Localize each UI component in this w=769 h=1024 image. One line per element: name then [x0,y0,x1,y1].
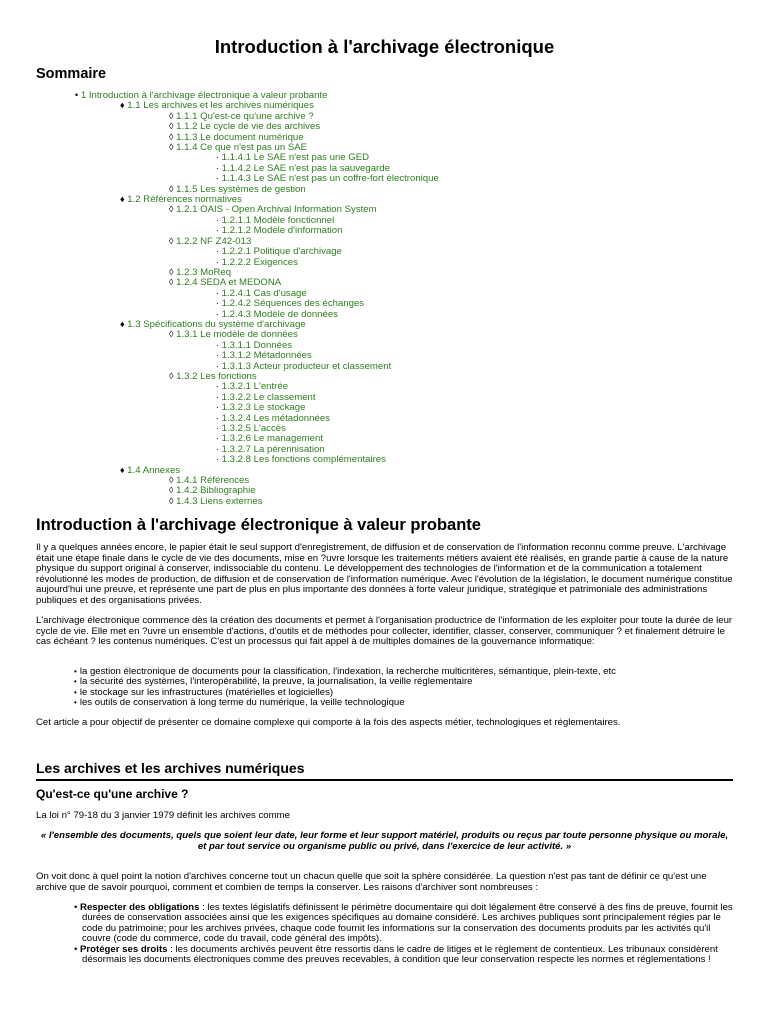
toc-link[interactable]: 1.2.2.2 Exigences [221,256,298,268]
toc-link[interactable]: 1.2.4 SEDA et MEDONA [176,277,282,289]
list-item: • Respecter des obligations : les textes législatifs définissent le périmètre documentaire qui doit légalement être conservé à des fins de preuve, fournit les durées de conservation associées ainsi que les exigences spécifiques au domaine considéré. Les archives publiques sont principalement régies par le code du patrimoine; pour les archives privées, chaque code fournit les informations sur la conservation des documents produits par les activités qu'il couvre (code du commerce, code du travail, code général des impôts). [74,902,733,945]
law-quote: « l'ensemble des documents, quels que soient leur date, leur forme et leur support matériel, produits ou reçus par toute personne physique ou morale, et par tout service ou organisme public ou privé, dans l'exercice de leur activité. » [40,830,729,852]
toc-item [0,433,769,443]
toc-bullet: ♦ [120,464,125,475]
toc-link[interactable]: 1.3.1.1 Données [221,339,293,351]
list-item: • les outils de conservation à long terme du numérique, la veille technologique [74,697,405,709]
toc-item [0,309,769,319]
toc-bullet: · [216,412,219,423]
toc-item [0,392,769,402]
toc-item [0,132,769,142]
toc-link[interactable]: 1.2.2 NF Z42-013 [176,235,252,247]
toc-item [0,288,769,298]
toc-bullet: ◊ [169,266,174,277]
toc-item [0,485,769,495]
list-item: • la gestion électronique de documents pour la classification, l'indexation, la recherche multicritères, sémantique, plein-texte, etc [74,666,616,677]
heading-rule [36,779,733,781]
toc-item [0,246,769,256]
toc-bullet: · [216,162,219,173]
toc-bullet: · [216,454,219,465]
toc-bullet: · [216,225,219,236]
toc-link[interactable]: 1.3.2.1 L'entrée [221,381,289,393]
toc-item [0,267,769,277]
toc-bullet: ◊ [169,370,174,381]
toc-bullet: ◊ [169,183,174,194]
toc-item [0,204,769,214]
toc-item [0,454,769,464]
toc-link[interactable]: 1.1.1 Qu'est-ce qu'une archive ? [176,110,314,122]
toc-bullet: ◊ [169,495,174,506]
toc-bullet: · [216,423,219,433]
toc-bullet: ♦ [120,100,125,111]
toc-bullet: ◊ [169,142,174,153]
toc-bullet: ♦ [120,194,125,205]
toc-link[interactable]: 1.3.2.8 Les fonctions complémentaires [221,454,386,466]
toc-item [0,152,769,162]
page-title: Introduction à l'archivage électronique [214,36,555,57]
toc-bullet: · [216,381,219,392]
list-item-text: la gestion électronique de documents pour la classification, l'indexation, la recherche multicritères, sémantique, plein-texte, etc [79,666,616,677]
toc-link[interactable]: 1.1.2 Le cycle de vie des archives [176,121,321,133]
intro-bullet-list [74,667,734,709]
toc-bullet: · [216,391,219,402]
toc-item [0,163,769,173]
toc-bullet: ◊ [169,110,174,121]
toc-bullet: · [216,360,219,371]
toc-bullet: · [216,443,219,454]
toc-item [0,225,769,235]
toc-link[interactable]: 1.1 Les archives et les archives numériques [127,100,314,112]
toc-link[interactable]: 1.1.4.3 Le SAE n'est pas un coffre-fort électronique [221,173,439,185]
toc-item [0,444,769,454]
list-item-text: les outils de conservation à long terme du numérique, la veille technologique [79,697,405,709]
intro-paragraph-2: L'archivage électronique commence dès la création des documents et permet à l'organisation productrice de l'information de les exploiter pour toute la durée de leur cycle de vie. Elle met en ?uvre un ensemble d'actions, d'outils et de méthodes pour collecter, identifier, classer, conserver, communiquer ? et finalement détruire le cas échéant ? les contenus numériques. C'est un processus qui fait appel à de multiples domaines de la gouvernance informatique: [36,615,733,647]
list-item-text: la sécurité des systèmes, l'interopérabilité, la preuve, la journalisation, la veille réglementaire [79,676,473,688]
toc-item [0,402,769,412]
toc-item [0,173,769,183]
toc-bullet: · [216,256,219,267]
toc-link[interactable]: 1.2.2.1 Politique d'archivage [221,246,342,258]
toc-link[interactable]: 1.2 Références normatives [127,194,242,206]
toc-bullet: · [216,214,219,225]
toc-bullet: · [216,173,219,184]
list-item-text: le stockage sur les infrastructures (matérielles et logicielles) [79,686,334,698]
reason-text: : les documents archivés peuvent être ressortis dans le cadre de litiges et le règlement de contentieux. Les tribunaux considèrent désormais les documents électroniques comme des preuves recevables, à condition que leur conservation respecte les normes et réglementations ! [82,943,718,966]
toc-bullet: ◊ [169,204,174,215]
toc-bullet: • [75,90,79,100]
toc-bullet: ◊ [169,121,174,132]
toc-link[interactable]: 1.2.1 OAIS - Open Archival Information System [176,204,377,216]
toc-bullet: · [216,308,219,319]
toc-link[interactable]: 1.2.1.1 Modèle fonctionnel [221,214,335,226]
toc-item [0,184,769,194]
reason-text: : les textes législatifs définissent le périmètre documentaire qui doit légalement être conservé à des fins de preuve, fournit les durées de conservation associées ainsi que les exigences spécifiques au domaine considéré. Les archives publiques sont principalement régies par le code du patrimoine; pour les archives privées, chaque code fournit les informations sur la conservation des documents produits par les activités qu'il couvre (code du commerce, code du travail, code général des impôts). [82,902,733,945]
law-line: La loi n° 79-18 du 3 janvier 1979 définit les archives comme [36,810,290,821]
toc-link[interactable]: 1.3.2.5 L'accès [221,423,286,434]
toc-item [0,100,769,110]
toc-item [0,319,769,329]
toc-link[interactable]: 1.3.1.3 Acteur producteur et classement [221,360,392,372]
toc-item [0,329,769,339]
toc-link[interactable]: 1.1.4 Ce que n'est pas un SAE [176,142,308,154]
toc-bullet: ◊ [169,131,174,142]
toc-link[interactable]: 1.4.3 Liens externes [176,495,263,507]
toc-item [0,121,769,131]
intro-paragraph-3: Cet article a pour objectif de présenter ce domaine complexe qui comporte à la fois des aspects métier, technologiques et réglementaires. [36,717,621,728]
toc-item [0,257,769,267]
toc-link[interactable]: 1.2.3 MoReq [176,266,232,278]
toc-link[interactable]: 1.4 Annexes [127,464,181,476]
toc-item [0,371,769,381]
reason-title: Protéger ses droits [80,943,168,955]
toc-bullet: · [216,152,219,163]
toc-item [0,215,769,225]
intro-paragraph-1: Il y a quelques années encore, le papier était le seul support d'enregistrement, de diffusion et de conservation de l'information reconnu comme preuve. L'archivage était une étape finale dans le cycle de vie des documents, mise en ?uvre lorsque les traitements métiers avaient été réalisés, en grande partie à cause de la nature physique du support original à conserver, indissociable du contenu. Le développement des technologies de l'information et de la communication a totalement révolutionné les modes de production, de diffusion et de conservation de l'information numérique. Avec l'évolution de la législation, le document numérique constitue aujourd'hui une preuve, et représente une part de plus en plus importante des données à forte valeur juridique, stratégique et patrimoniale des administrations publiques et des organisations privées. [36,542,733,606]
toc-item [0,298,769,308]
toc-link[interactable]: 1.2.4.3 Modèle de données [221,308,338,320]
toc-item [0,465,769,475]
toc-item [0,236,769,246]
toc-item [0,475,769,485]
toc-link[interactable]: 1.3.2 Les fonctions [176,370,257,382]
toc-bullet: · [216,350,219,361]
toc-bullet: ♦ [120,318,125,329]
toc-bullet: · [216,298,219,309]
toc-item [0,496,769,506]
toc-link[interactable]: 1.3 Spécifications du système d'archivage [127,318,306,330]
toc-bullet: · [216,287,219,298]
list-item: • Protéger ses droits : les documents archivés peuvent être ressortis dans le cadre de litiges et le règlement de contentieux. Les tribunaux considèrent désormais les documents électroniques comme des preuves recevables, à condition que leur conservation respecte les normes et réglementations ! [74,943,718,966]
section-heading: Introduction à l'archivage électronique à valeur probante [36,516,481,534]
toc-link[interactable]: 1.1.4.1 Le SAE n'est pas une GED [221,152,370,164]
reason-title: Respecter des obligations [80,902,200,913]
toc-item [0,381,769,391]
toc-item [0,111,769,121]
toc-item [0,90,769,100]
toc-link[interactable]: 1.2.1.2 Modèle d'information [221,225,343,237]
toc-item [0,277,769,287]
toc-link[interactable]: 1.3.2.2 Le classement [221,391,316,403]
archives-paragraph: On voit donc à quel point la notion d'archives concerne tout un chacun quelle que soit la sphère considérée. La question n'est pas tant de définir ce qu'est une archive que de savoir pourquoi, comment et combien de temps la conserver. Les raisons d'archiver sont nombreuses : [36,871,707,893]
toc-link[interactable]: 1.3.2.3 Le stockage [221,402,306,414]
toc-link[interactable]: 1.3.1.2 Métadonnées [221,350,312,362]
reasons-list [74,903,734,965]
toc-link[interactable]: 1.1.3 Le document numérique [176,131,304,143]
table-of-contents [0,90,769,506]
toc-item [0,413,769,423]
toc-link[interactable]: 1.3.1 Le modèle de données [176,329,298,341]
toc-item [0,423,769,433]
toc-bullet: · [216,339,219,350]
toc-item [0,340,769,350]
toc-link[interactable]: 1.2.4.1 Cas d'usage [221,287,307,299]
toc-link[interactable]: 1 Introduction à l'archivage électronique à valeur probante [80,90,328,101]
toc-bullet: ◊ [169,329,174,340]
toc-bullet: ◊ [169,277,174,288]
toc-link[interactable]: 1.3.2.6 Le management [221,433,324,445]
subsection-heading: Les archives et les archives numériques [36,760,305,776]
toc-link[interactable]: 1.1.5 Les systèmes de gestion [176,183,306,195]
toc-link[interactable]: 1.3.2.4 Les métadonnées [221,412,330,424]
list-item: • le stockage sur les infrastructures (matérielles et logicielles) [74,686,334,698]
toc-link[interactable]: 1.3.2.7 La pérennisation [221,443,325,455]
toc-link[interactable]: 1.1.4.2 Le SAE n'est pas la sauvegarde [221,162,390,174]
toc-bullet: ◊ [169,485,174,496]
toc-link[interactable]: 1.4.1 Références [176,475,250,487]
toc-bullet: · [216,433,219,444]
toc-bullet: ◊ [169,235,174,246]
list-item: • la sécurité des systèmes, l'interopérabilité, la preuve, la journalisation, la veille réglementaire [74,676,473,688]
subsubsection-heading: Qu'est-ce qu'une archive ? [36,787,189,801]
sommaire-heading: Sommaire [36,66,107,82]
toc-bullet: ◊ [169,475,174,486]
toc-item [0,142,769,152]
toc-link[interactable]: 1.2.4.2 Séquences des échanges [221,298,365,310]
toc-item [0,350,769,360]
toc-bullet: · [216,402,219,413]
toc-bullet: · [216,246,219,257]
toc-link[interactable]: 1.4.2 Bibliographie [176,485,256,497]
toc-item [0,194,769,204]
toc-item [0,361,769,371]
